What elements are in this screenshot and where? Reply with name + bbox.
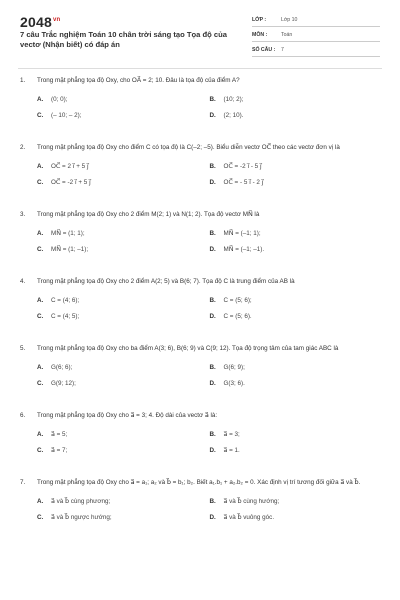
answer-option[interactable] (210, 174, 383, 190)
option-letter: D. (209, 178, 216, 186)
meta-value: Lớp 10 (281, 17, 298, 23)
option-letter: A. (37, 229, 44, 237)
option-letter: C. (37, 446, 44, 454)
answer-option[interactable] (210, 375, 383, 391)
question-list (20, 76, 382, 525)
question-text: Trong mặt phẳng tọa độ Oxy cho ba điểm A(3; 6), B(6; 9) và C(9; 12). Tọa độ trọng tâm của tam giác ABC là (37, 345, 339, 352)
answer-option[interactable] (210, 241, 383, 257)
option-text: (2; 10). (223, 111, 244, 119)
option-text: (10; 2); (223, 95, 244, 103)
answer-option[interactable] (210, 359, 383, 375)
option-text: G(9; 12); (51, 379, 76, 387)
answer-option[interactable] (37, 158, 210, 174)
question-number: 2. (20, 144, 26, 151)
option-letter: C. (37, 379, 44, 387)
option-text: a⃗ = 7; (51, 446, 68, 454)
option-letter: D. (209, 379, 216, 387)
option-text: MN⃗ = (1; –1); (51, 245, 89, 253)
answer-option[interactable] (210, 442, 383, 458)
answer-option[interactable] (210, 308, 383, 324)
answer-options (20, 158, 382, 190)
meta-value: Toán (281, 32, 293, 38)
option-letter: B. (209, 497, 216, 505)
option-text: OC⃗ = - 5 i⃗ - 2 j⃗ (223, 178, 264, 186)
option-letter: C. (37, 312, 44, 320)
question-stem (20, 143, 382, 152)
question-text: Trong mặt phẳng tọa độ Oxy, cho OA⃗ = 2; 10. Đâu là tọa độ của điểm A? (37, 77, 240, 84)
option-letter: D. (209, 513, 216, 521)
option-text: MN⃗ = (–1; 1); (223, 229, 261, 237)
question-number: 1. (20, 77, 26, 84)
meta-panel (252, 14, 380, 59)
question-stem (20, 478, 382, 487)
logo-text: 2048 (20, 14, 52, 30)
meta-label: LỚP : (252, 17, 267, 23)
question-text: Trong mặt phẳng tọa độ Oxy cho điểm C có tọa độ là C(–2; –5). Biểu diễn vectơ OC⃗ theo các vectơ đơn vị là (37, 144, 340, 151)
question-number: 6. (20, 412, 26, 419)
option-letter: A. (37, 296, 44, 304)
option-text: C = (5; 6). (223, 312, 252, 320)
option-text: C = (4; 5); (51, 312, 80, 320)
answer-option[interactable] (37, 426, 210, 442)
answer-option[interactable] (37, 442, 210, 458)
answer-option[interactable] (37, 308, 210, 324)
site-logo[interactable] (20, 14, 60, 30)
option-text: G(3; 6). (223, 379, 245, 387)
answer-option[interactable] (37, 225, 210, 241)
option-letter: C. (37, 513, 44, 521)
option-letter: D. (209, 245, 216, 253)
question-text: Trong mặt phẳng tọa độ Oxy cho a⃗ = a₁; a₂ và b⃗ = b₁; b₂. Biết a₁.b₁ + a₂.b₂ = 0. Xác định vị trí tương đối giữa a⃗ và b⃗. (37, 479, 361, 486)
option-letter: B. (209, 430, 216, 438)
meta-row-count (252, 44, 380, 57)
option-letter: D. (209, 111, 216, 119)
answer-option[interactable] (37, 241, 210, 257)
option-text: C = (5; 6); (223, 296, 252, 304)
option-text: a⃗ và b⃗ cùng hướng; (223, 497, 280, 505)
option-letter: B. (209, 229, 216, 237)
answer-option[interactable] (37, 292, 210, 308)
question-number: 3. (20, 211, 26, 218)
question-stem (20, 411, 382, 420)
answer-options (20, 292, 382, 324)
answer-option[interactable] (37, 107, 210, 123)
question-item (20, 478, 382, 525)
question-text: Trong mặt phẳng tọa độ Oxy cho 2 điểm M(2; 1) và N(1; 2). Tọa độ vectơ MN⃗ là (37, 211, 260, 218)
option-text: a⃗ = 3; (223, 430, 240, 438)
option-text: MN⃗ = (–1; –1). (223, 245, 265, 253)
question-item (20, 210, 382, 257)
question-text: Trong mặt phẳng tọa độ Oxy cho 2 điểm A(2; 5) và B(6; 7). Tọa độ C là trung điểm của AB là (37, 278, 295, 285)
option-letter: D. (209, 312, 216, 320)
option-letter: C. (37, 245, 44, 253)
question-number: 5. (20, 345, 26, 352)
header (0, 0, 400, 66)
question-item (20, 344, 382, 391)
answer-options (20, 91, 382, 123)
document-title: 7 câu Trắc nghiệm Toán 10 chân trời sáng tạo Tọa độ của vectơ (Nhận biết) có đáp án (20, 30, 227, 49)
answer-option[interactable] (210, 292, 383, 308)
answer-option[interactable] (210, 91, 383, 107)
answer-option[interactable] (210, 158, 383, 174)
question-item (20, 411, 382, 458)
question-text: Trong mặt phẳng tọa độ Oxy cho a⃗ = 3; 4. Độ dài của vectơ a⃗ là: (37, 412, 218, 419)
meta-label: SỐ CÂU : (252, 47, 276, 53)
option-text: a⃗ và b⃗ vuông góc. (223, 513, 275, 521)
answer-option[interactable] (37, 91, 210, 107)
option-text: OC⃗ = -2 i⃗ + 5 j⃗ (51, 178, 91, 186)
meta-value: 7 (281, 47, 284, 53)
option-text: a⃗ và b⃗ ngược hướng; (51, 513, 112, 521)
meta-row-subject (252, 29, 380, 42)
option-letter: C. (37, 111, 44, 119)
question-item (20, 277, 382, 324)
question-item (20, 76, 382, 123)
question-item (20, 143, 382, 190)
answer-option[interactable] (210, 225, 383, 241)
option-text: G(6; 6); (51, 363, 73, 371)
option-letter: B. (209, 162, 216, 170)
option-text: OC⃗ = -2 i⃗ - 5 j⃗ (223, 162, 262, 170)
option-letter: A. (37, 430, 44, 438)
answer-option[interactable] (37, 174, 210, 190)
answer-option[interactable] (210, 107, 383, 123)
answer-option[interactable] (37, 375, 210, 391)
question-stem (20, 210, 382, 219)
logo-suffix: vn (52, 17, 61, 24)
answer-options (20, 426, 382, 458)
question-stem (20, 76, 382, 85)
option-letter: B. (209, 95, 216, 103)
option-text: MN⃗ = (1; 1); (51, 229, 85, 237)
option-text: OC⃗ = 2 i⃗ + 5 j⃗ (51, 162, 89, 170)
answer-option[interactable] (210, 426, 383, 442)
option-letter: B. (209, 363, 216, 371)
answer-options (20, 493, 382, 525)
answer-option[interactable] (210, 493, 383, 509)
question-number: 7. (20, 479, 26, 486)
option-text: a⃗ và b⃗ cùng phương; (51, 497, 111, 505)
option-text: (0; 0); (51, 95, 68, 103)
answer-option[interactable] (37, 509, 210, 525)
option-text: G(6; 9); (223, 363, 245, 371)
header-divider (18, 68, 382, 69)
option-letter: D. (209, 446, 216, 454)
option-letter: A. (37, 162, 44, 170)
option-text: a⃗ = 1. (223, 446, 240, 454)
answer-option[interactable] (37, 493, 210, 509)
option-letter: A. (37, 363, 44, 371)
answer-option[interactable] (210, 509, 383, 525)
option-letter: A. (37, 497, 44, 505)
option-letter: B. (209, 296, 216, 304)
option-text: (– 10; – 2); (51, 111, 82, 119)
option-letter: A. (37, 95, 44, 103)
option-text: a⃗ = 5; (51, 430, 68, 438)
answer-option[interactable] (37, 359, 210, 375)
meta-label: MÔN : (252, 32, 268, 38)
meta-row-class (252, 14, 380, 27)
option-text: C = (4; 6); (51, 296, 80, 304)
answer-options (20, 225, 382, 257)
question-stem (20, 277, 382, 286)
option-letter: C. (37, 178, 44, 186)
question-number: 4. (20, 278, 26, 285)
answer-options (20, 359, 382, 391)
question-stem (20, 344, 382, 353)
